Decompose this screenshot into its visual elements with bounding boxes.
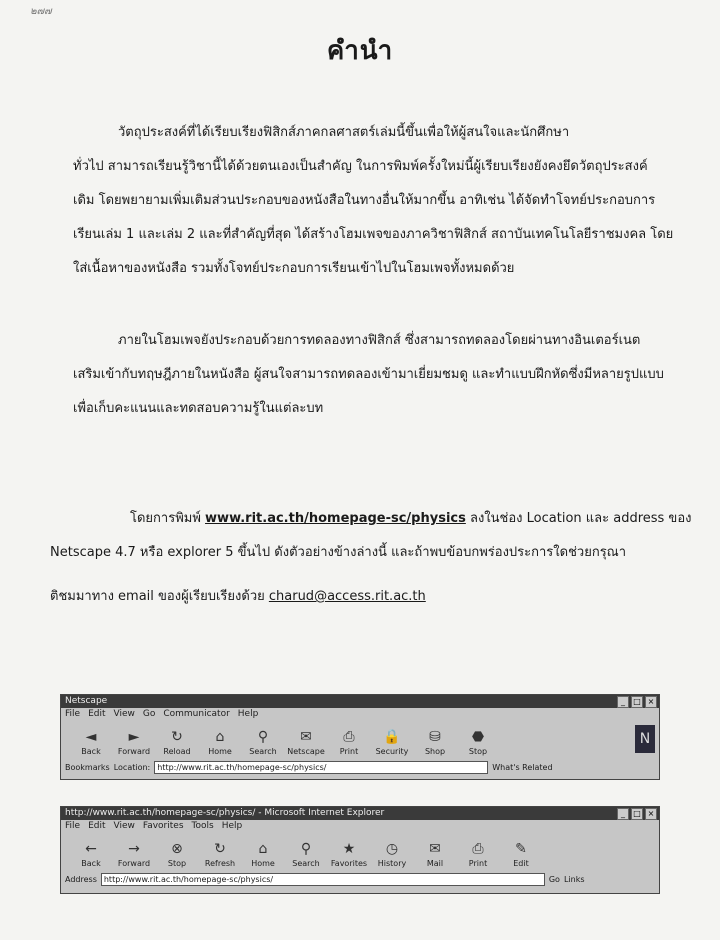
history-icon: ◷ xyxy=(385,841,399,857)
netscape-icon: ✉ xyxy=(300,729,312,745)
para2-line2: เสริมเข้ากับทฤษฎีภายในหนังสือ ผู้สนใจสามารถทดลองเข้ามาเยี่ยมชมดู และทำแบบฝึกหัดซึ่งมีหลายรูปแบบ xyxy=(73,367,664,382)
para1-line5: ใส่เนื้อหาของหนังสือ รวมทั้งโจทย์ประกอบการเรียนเข้าไปในโฮมเพจทั้งหมดด้วย xyxy=(73,261,515,276)
home-button[interactable]: ⌂ Home xyxy=(251,841,275,868)
stop-button[interactable]: ⬣ Stop xyxy=(468,729,488,756)
stop-icon: ⊗ xyxy=(171,841,183,857)
netscape-toolbar xyxy=(61,720,659,756)
netscape-logo: N xyxy=(635,725,655,753)
mail-button[interactable]: ✉ Mail xyxy=(426,841,444,868)
menu-favorites[interactable]: Favorites xyxy=(142,821,184,831)
whats-related-button[interactable]: What's Related xyxy=(492,762,553,772)
forward-icon: ► xyxy=(128,729,140,745)
para1-line3: เดิม โดยพยายามเพิ่มเติมส่วนประกอบของหนังสือในทางอื่นให้มากขึ้น อาทิเช่น ได้จัดทำโจทย์ประกอบการ xyxy=(73,193,656,208)
favorites-button[interactable]: ★ Favorites xyxy=(330,841,368,868)
home-icon: ⌂ xyxy=(258,841,268,857)
netscape-location-bar xyxy=(61,760,659,774)
search-icon: ⚲ xyxy=(300,841,312,857)
forward-icon: → xyxy=(128,841,140,857)
menu-tools[interactable]: Tools xyxy=(191,821,214,831)
netscape-button[interactable]: ✉ Netscape xyxy=(287,729,325,756)
bookmarks-button[interactable]: Bookmarks xyxy=(65,762,110,772)
ie-title: http://www.rit.ac.th/homepage-sc/physics/ - Microsoft Internet Explorer xyxy=(65,808,385,818)
location-input[interactable]: http://www.rit.ac.th/homepage-sc/physics/ xyxy=(154,761,488,774)
menu-help[interactable]: Help xyxy=(221,821,243,831)
print-icon: ⎙ xyxy=(343,729,355,745)
edit-icon: ✎ xyxy=(515,841,527,857)
back-icon: ◄ xyxy=(85,729,97,745)
forward-button[interactable]: ► Forward xyxy=(117,729,151,756)
back-icon: ← xyxy=(85,841,97,857)
print-button[interactable]: ⎙ Print xyxy=(339,729,359,756)
security-button[interactable]: 🔒 Security xyxy=(375,729,409,756)
back-button[interactable]: ← Back xyxy=(81,841,101,868)
email-link[interactable]: charud@access.rit.ac.th xyxy=(268,589,426,604)
back-button[interactable]: ◄ Back xyxy=(81,729,101,756)
minimize-button[interactable]: _ xyxy=(617,808,629,820)
maximize-button[interactable]: □ xyxy=(631,808,643,820)
physics-url-link[interactable]: www.rit.ac.th/homepage-sc/physics xyxy=(205,511,466,526)
menu-communicator[interactable]: Communicator xyxy=(163,709,230,719)
para1-line1: วัตถุประสงค์ที่ได้เรียบเรียงฟิสิกส์ภาคกลศาสตร์เล่มนี้ขึ้นเพื่อให้ผู้สนใจและนักศึกษา xyxy=(118,125,570,140)
netscape-menubar xyxy=(61,708,659,720)
mail-icon: ✉ xyxy=(429,841,441,857)
para1-line2: ทั่วไป สามารถเรียนรู้วิชานี้ได้ด้วยตนเองเป็นสำคัญ ในการพิมพ์ครั้งใหม่นี้ผู้เรียบเรียงยังคงยึดวัตถุประสงค์ xyxy=(73,159,648,174)
netscape-titlebar xyxy=(61,695,659,708)
shop-button[interactable]: ⛁ Shop xyxy=(424,729,446,756)
page-mark: ๒๗๗ xyxy=(30,6,52,17)
menu-help[interactable]: Help xyxy=(237,709,259,719)
netscape-window xyxy=(60,694,660,780)
edit-button[interactable]: ✎ Edit xyxy=(501,840,541,868)
maximize-button[interactable]: □ xyxy=(631,696,643,708)
shop-icon: ⛁ xyxy=(429,729,441,745)
menu-edit[interactable]: Edit xyxy=(88,709,106,719)
reload-icon: ↻ xyxy=(171,729,183,745)
search-button[interactable]: ⚲ Search xyxy=(292,841,320,868)
home-icon: ⌂ xyxy=(215,729,225,745)
ie-window xyxy=(60,806,660,894)
para3-line3 xyxy=(50,590,426,604)
menu-go[interactable]: Go xyxy=(142,709,156,719)
reload-button[interactable]: ↻ Reload xyxy=(163,729,191,756)
address-label: Address xyxy=(65,874,97,884)
history-button[interactable]: ◷ History xyxy=(377,841,407,868)
ie-address-bar xyxy=(61,872,659,886)
menu-file[interactable]: File xyxy=(65,821,81,831)
print-icon: ⎙ xyxy=(472,841,484,857)
close-button[interactable]: × xyxy=(645,696,657,708)
menu-view[interactable]: View xyxy=(113,709,135,719)
para2-line3: เพื่อเก็บคะแนนและทดสอบความรู้ในแต่ละบท xyxy=(73,401,324,416)
forward-button[interactable]: → Forward xyxy=(117,841,151,868)
location-label: Location: xyxy=(113,762,151,772)
search-icon: ⚲ xyxy=(257,729,269,745)
links-button[interactable]: Links xyxy=(563,874,585,884)
ie-titlebar xyxy=(61,807,659,820)
lock-icon: 🔒 xyxy=(383,729,401,745)
print-button[interactable]: ⎙ Print xyxy=(468,841,488,868)
page-title: คำนำ xyxy=(326,36,394,66)
para2-line1: ภายในโฮมเพจยังประกอบด้วยการทดลองทางฟิสิกส์ ซึ่งสามารถทดลองโดยผ่านทางอินเตอร์เนต xyxy=(118,333,641,348)
para3-line1 xyxy=(130,512,691,526)
para3-email-prefix: ติชมมาทาง email ของผู้เรียบเรียงด้วย xyxy=(50,589,269,604)
stop-icon: ⬣ xyxy=(471,729,485,745)
refresh-icon: ↻ xyxy=(214,841,226,857)
ie-toolbar xyxy=(61,832,659,868)
close-button[interactable]: × xyxy=(645,808,657,820)
stop-button[interactable]: ⊗ Stop xyxy=(167,841,187,868)
menu-file[interactable]: File xyxy=(65,709,81,719)
para3-line2: Netscape 4.7 หรือ explorer 5 ขึ้นไป ดังตัวอย่างข้างล่างนี้ และถ้าพบข้อบกพร่องประการใดช่วยกรุณา xyxy=(50,545,627,560)
minimize-button[interactable]: _ xyxy=(617,696,629,708)
menu-view[interactable]: View xyxy=(113,821,135,831)
menu-edit[interactable]: Edit xyxy=(88,821,106,831)
address-input[interactable]: http://www.rit.ac.th/homepage-sc/physics/ xyxy=(101,873,545,886)
para3-prefix: โดยการพิมพ์ xyxy=(130,511,206,526)
ie-menubar xyxy=(61,820,659,832)
home-button[interactable]: ⌂ Home xyxy=(208,729,232,756)
para1-line4: เรียนเล่ม 1 และเล่ม 2 และที่สำคัญที่สุด ได้สร้างโฮมเพจของภาควิชาฟิสิกส์ สถาบันเทคโนโลยีราชมงคล โดย xyxy=(73,227,674,242)
search-button[interactable]: ⚲ Search xyxy=(249,729,277,756)
para3-suffix: ลงในช่อง Location และ address ของ xyxy=(465,511,692,526)
netscape-title: Netscape xyxy=(65,696,108,706)
go-button[interactable]: Go xyxy=(548,874,560,884)
favorites-icon: ★ xyxy=(342,841,356,857)
refresh-button[interactable]: ↻ Refresh xyxy=(204,841,236,868)
